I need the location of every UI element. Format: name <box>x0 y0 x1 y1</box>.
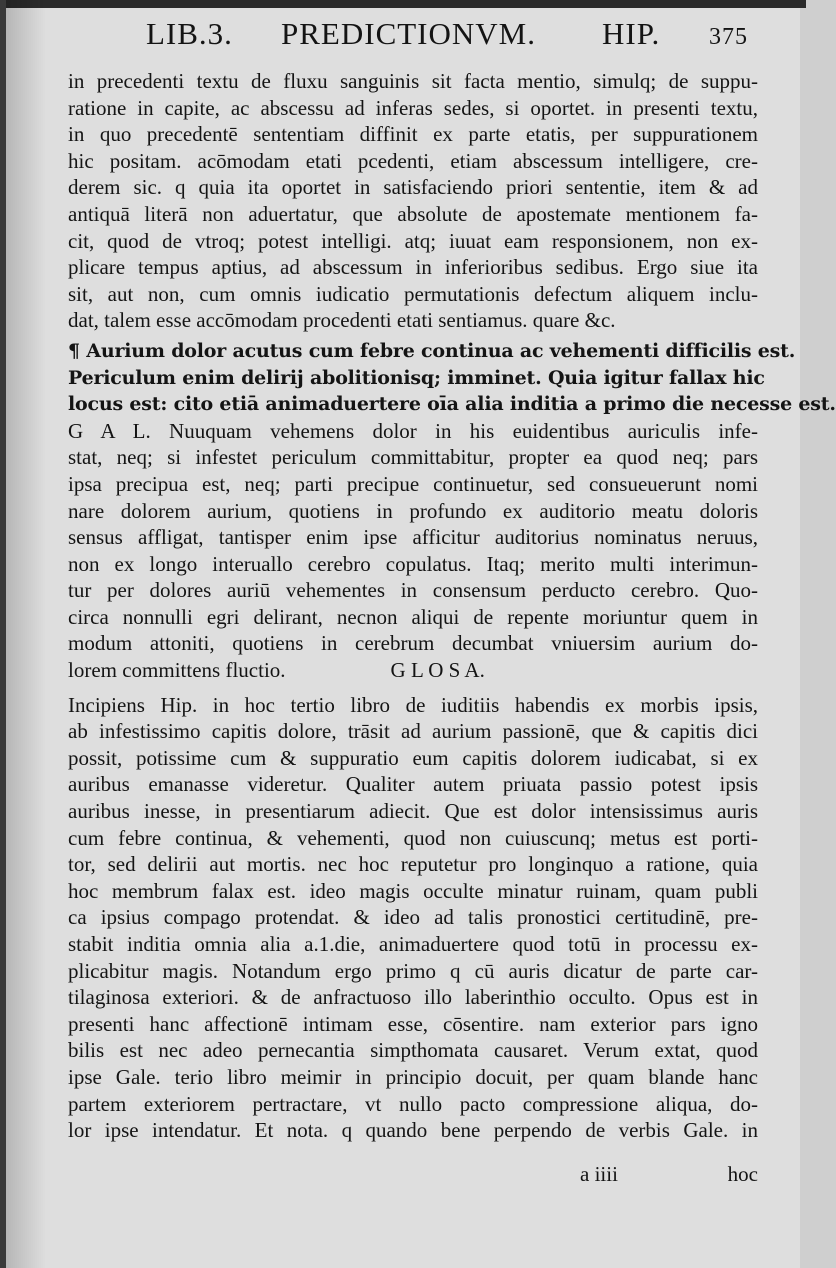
header-book: LIB.3. <box>146 16 233 51</box>
text-line: derem sic. q quia ita oportet in satisfaciendo priori sententie, item & ad <box>68 175 758 200</box>
text-line: in precedenti textu de fluxu sanguinis sit facta mentio, simulq; de suppu- <box>68 69 758 93</box>
text-line: plicabitur magis. Notandum ergo primo q cū auris dicatur de parte car- <box>68 958 758 983</box>
text-line: lor ipse intendatur. Et nota. q quando bene perpendo de verbis Gale. in <box>68 1118 758 1143</box>
header-title: PREDICTIONVM. <box>281 16 536 51</box>
aphorism-blackletter <box>68 338 836 418</box>
galen-commentary <box>68 418 758 684</box>
text-line: dat, talem esse accōmodam procedenti etati sentiamus. quare &c. <box>68 308 616 333</box>
aphorism-line: locus est: cito etiā animaduertere oīa alia inditia a primo die necesse est. <box>68 393 836 416</box>
catchword: hoc <box>727 1162 758 1186</box>
text-line: G A L. Nuuquam vehemens dolor in his euidentibus auriculis infe- <box>68 418 758 443</box>
page-footer <box>68 1162 758 1192</box>
text-line: possit, potissime cum & suppuratio eum capitis dolorem iudicabat, si ex <box>68 745 758 770</box>
text-line: ratione in capite, ac abscessu ad inferas sedes, si oportet. in presenti textu, <box>68 95 758 120</box>
text-line: auribus inesse, in presentiarum adiecit. Que est dolor intensissimus auris <box>68 799 758 824</box>
text-line: tilaginosa exteriori. & de anfractuoso illo laberinthio occulto. Opus est in <box>68 985 758 1010</box>
text-line: ipsa precipua est, neq; parti precipue continuetur, sed consueuerunt nomi <box>68 471 758 496</box>
text-line: in quo precedentē sententiam diffinit ex parte etatis, per suppurationem <box>68 122 758 147</box>
text-line: non ex longo interuallo cerebro copulatus. Itaq; merito multi interimun- <box>68 551 758 576</box>
text-line: ab infestissimo capitis dolore, trāsit ad aurium passionē, que & capitis dici <box>68 719 758 744</box>
text-line: antiquā literā non aduertatur, que absolute de apostemate mentionem fa- <box>68 201 758 226</box>
text-line: bilis est nec adeo pernecantia simpthomata causaret. Verum extat, quod <box>68 1038 758 1063</box>
text-line: circa nonnulli egri delirant, necnon aliqui de repente moriuntur quem in <box>68 604 758 629</box>
glosa-commentary <box>68 692 758 1144</box>
signature-mark: a iiii <box>580 1162 618 1186</box>
paragraph-commentary <box>68 68 758 334</box>
text-line: sit, aut non, cum omnis iudicatio permutationis defectum aliquem inclu- <box>68 281 758 306</box>
text-block <box>68 68 836 1144</box>
aphorism-line: ¶ Aurium dolor acutus cum febre continua ac vehementi difficilis est. <box>68 339 796 362</box>
text-line: nare dolorem aurium, quotiens in profundo ex auditorio meatu doloris <box>68 498 758 523</box>
text-line: partem exteriorem pertractare, vt nullo pacto compressione aliqua, do- <box>68 1091 758 1116</box>
text-line: auribus emanasse videretur. Qualiter autem priuata passio potest ipsis <box>68 772 758 797</box>
header-author: HIP. <box>602 16 661 51</box>
text-line: stabit inditia omnia alia a.1.die, animaduertere quod totū in processu ex- <box>68 932 758 956</box>
aphorism-line: Periculum enim delirij abolitionisq; imminet. Quia igitur fallax hic <box>68 366 765 389</box>
text-line: ipse Gale. terio libro meimir in principio docuit, per quam blande hanc <box>68 1064 758 1089</box>
text-line: cit, quod de vtroq; potest intelligi. atq; iuuat eam responsionem, non ex- <box>68 228 758 253</box>
text-line: ca ipsius compago protendat. & ideo ad talis pronostici certitudinē, pre- <box>68 905 758 930</box>
text-line: cum febre continua, & vehementi, quod non cuiuscunq; metus est porti- <box>68 825 758 850</box>
text-line: lorem committens fluctio. G L O S A. <box>68 658 485 683</box>
text-line: Incipiens Hip. in hoc tertio libro de iuditiis habendis ex morbis ipsis, <box>68 692 758 717</box>
text-line: tur per dolores auriū vehementes in consensum perducto cerebro. Quo- <box>68 578 758 603</box>
text-line: tor, sed delirii aut mortis. nec hoc reputetur pro longinquo a ratione, quia <box>68 852 758 877</box>
running-header <box>146 16 748 56</box>
text-line: hoc membrum falax est. ideo magis occulte minatur ruinam, quam publi <box>68 878 758 903</box>
text-line: presenti hanc affectionē intimam esse, cōsentire. nam exterior pars igno <box>68 1011 758 1036</box>
text-line: hic positam. acōmodam etati pcedenti, etiam abscessum intelligere, cre- <box>68 148 758 173</box>
text-line: sensus affligat, tantisper enim ipse afficitur auditorius nominatus neruus, <box>68 525 758 550</box>
text-line: plicare tempus aptius, ad abscessum in inferioribus sedibus. Ergo siue ita <box>68 255 758 280</box>
text-line: modum attoniti, quotiens in cerebrum decumbat vniuersim aurium do- <box>68 631 758 656</box>
text-line: stat, neq; si infestet periculum committabitur, propter ea quod neq; pars <box>68 445 758 470</box>
folio-number: 375 <box>709 24 748 50</box>
